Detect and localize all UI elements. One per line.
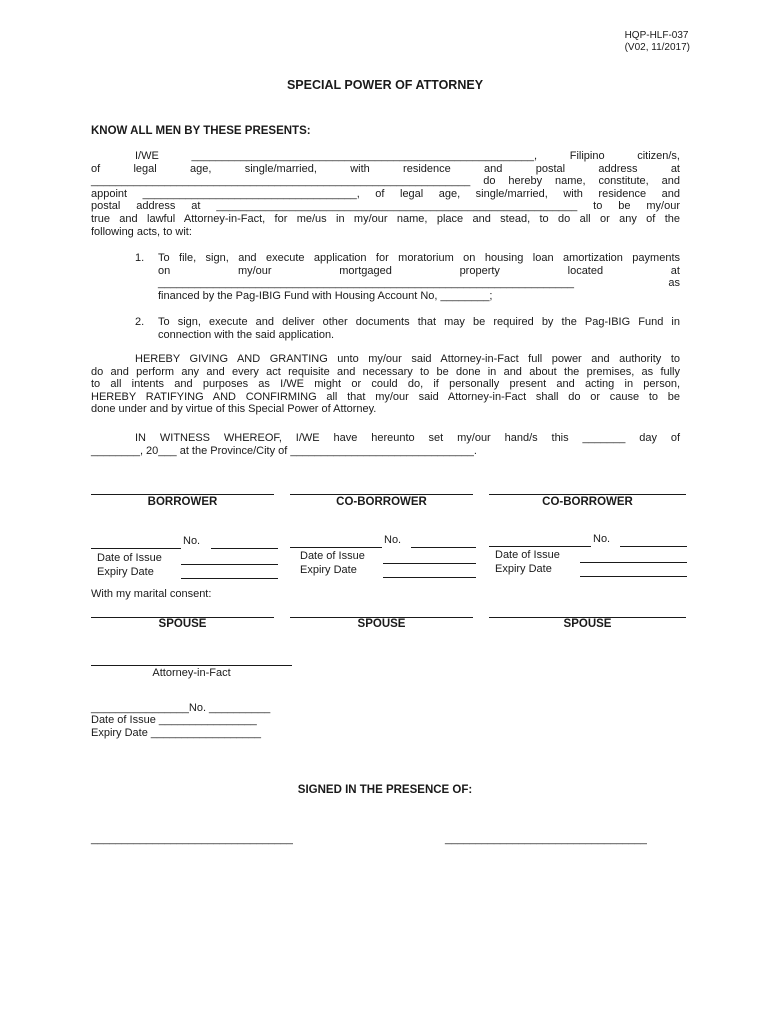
list-number: 1. bbox=[135, 252, 145, 264]
witness-1-signature-line[interactable]: _________________________________ bbox=[91, 833, 293, 845]
spouse-2-label: SPOUSE bbox=[357, 618, 406, 630]
borrower-signature-line[interactable] bbox=[91, 494, 274, 495]
attorney-in-fact-label: Attorney-in-Fact bbox=[152, 667, 231, 679]
borrower-id-type-line[interactable] bbox=[91, 548, 181, 549]
list-item-1 bbox=[135, 252, 680, 304]
co-borrower-2-expiry-date-line[interactable] bbox=[580, 576, 687, 577]
attorney-date-of-issue: Date of Issue ________________ bbox=[91, 714, 257, 726]
borrower-date-of-issue-line[interactable] bbox=[181, 564, 278, 565]
attorney-signature-line[interactable] bbox=[91, 665, 292, 666]
list-line: To sign, execute and deliver other documents that may be required by the Pag-IBIG Fund in bbox=[158, 316, 680, 328]
co-borrower-2-expiry-date-label: Expiry Date bbox=[495, 563, 552, 575]
intro-line: postal address at ___________________________________________________________ to be my/our bbox=[91, 200, 680, 213]
granting-paragraph bbox=[91, 353, 680, 416]
borrower-expiry-date-line[interactable] bbox=[181, 578, 278, 579]
intro-paragraph bbox=[91, 150, 680, 238]
borrower-label: BORROWER bbox=[147, 496, 218, 508]
co-borrower-2-date-of-issue-label: Date of Issue bbox=[495, 549, 560, 561]
co-borrower-2-no-label: No. bbox=[593, 533, 611, 545]
attorney-expiry-date: Expiry Date __________________ bbox=[91, 727, 262, 739]
list-number: 2. bbox=[135, 316, 145, 328]
form-code-version: (V02, 11/2017) bbox=[624, 42, 690, 53]
spouse-1-label: SPOUSE bbox=[158, 618, 207, 630]
spouse-3-label: SPOUSE bbox=[563, 618, 612, 630]
co-borrower-1-id-type-line[interactable] bbox=[290, 547, 382, 548]
co-borrower-2-label: CO-BORROWER bbox=[542, 496, 633, 508]
granting-line: to all intents and purposes as I/WE might or could do, if personally present and acting in person, bbox=[91, 378, 680, 391]
signed-presence-heading: SIGNED IN THE PRESENCE OF: bbox=[297, 784, 473, 796]
list-line: ____________________________________________________________________ as bbox=[158, 277, 680, 290]
list-line: on my/our mortgaged property located at bbox=[158, 264, 680, 277]
document-title: SPECIAL POWER OF ATTORNEY bbox=[286, 78, 484, 92]
intro-line: following acts, to wit: bbox=[91, 225, 192, 238]
co-borrower-2-id-type-line[interactable] bbox=[489, 546, 591, 547]
co-borrower-2-date-of-issue-line[interactable] bbox=[580, 562, 687, 563]
list-line: connection with the said application. bbox=[158, 328, 335, 341]
co-borrower-1-no-label: No. bbox=[384, 534, 402, 546]
borrower-no-label: No. bbox=[183, 535, 201, 547]
form-code bbox=[625, 30, 690, 54]
witness-line: ________, 20___ at the Province/City of ______________________________. bbox=[91, 444, 477, 457]
intro-line: ______________________________________________________________ do hereby name, constitute, and bbox=[91, 175, 680, 188]
co-borrower-1-label: CO-BORROWER bbox=[336, 496, 427, 508]
granting-line: do and perform any and every act requisite and necessary to be done in and about the premises, as fully bbox=[91, 365, 680, 378]
granting-line: HEREBY RATIFYING AND CONFIRMING all that my/our said Attorney-in-Fact shall do or cause to be bbox=[91, 390, 680, 403]
co-borrower-1-id-no-line[interactable] bbox=[411, 547, 476, 548]
form-code-number: HQP-HLF-037 bbox=[624, 30, 689, 41]
marital-consent-label: With my marital consent: bbox=[91, 588, 212, 600]
intro-line: true and lawful Attorney-in-Fact, for me/us in my/our name, place and stead, to do all or any of the bbox=[91, 212, 680, 225]
list-item-2 bbox=[135, 316, 680, 342]
co-borrower-2-signature-line[interactable] bbox=[489, 494, 686, 495]
co-borrower-1-expiry-date-line[interactable] bbox=[383, 577, 476, 578]
witness-paragraph bbox=[91, 432, 680, 457]
co-borrower-1-expiry-date-label: Expiry Date bbox=[300, 564, 357, 576]
granting-line: HEREBY GIVING AND GRANTING unto my/our said Attorney-in-Fact full power and authority to bbox=[135, 353, 680, 365]
know-all-heading: KNOW ALL MEN BY THESE PRESENTS: bbox=[91, 125, 311, 137]
borrower-date-of-issue-label: Date of Issue bbox=[97, 552, 162, 564]
co-borrower-1-date-of-issue-line[interactable] bbox=[383, 563, 476, 564]
borrower-id-no-line[interactable] bbox=[211, 548, 278, 549]
list-line: financed by the Pag-IBIG Fund with Housing Account No, ________; bbox=[158, 289, 493, 302]
intro-line: I/WE ________________________________________________________, Filipino citizen/s, bbox=[135, 150, 680, 162]
attorney-id-no: ________________No. __________ bbox=[91, 702, 271, 714]
intro-line: of legal age, single/married, with residence and postal address at bbox=[91, 162, 680, 175]
list-line: To file, sign, and execute application for moratorium on housing loan amortization payments bbox=[158, 252, 680, 264]
co-borrower-1-signature-line[interactable] bbox=[290, 494, 473, 495]
co-borrower-2-id-no-line[interactable] bbox=[620, 546, 687, 547]
witness-2-signature-line[interactable]: _________________________________ bbox=[445, 833, 647, 845]
co-borrower-1-date-of-issue-label: Date of Issue bbox=[300, 550, 365, 562]
intro-line: appoint ___________________________________, of legal age, single/married, with residence and bbox=[91, 187, 680, 200]
borrower-expiry-date-label: Expiry Date bbox=[97, 566, 154, 578]
granting-line: done under and by virtue of this Special Power of Attorney. bbox=[91, 403, 377, 416]
witness-line: IN WITNESS WHEREOF, I/WE have hereunto set my/our hand/s this _______ day of bbox=[135, 432, 680, 444]
